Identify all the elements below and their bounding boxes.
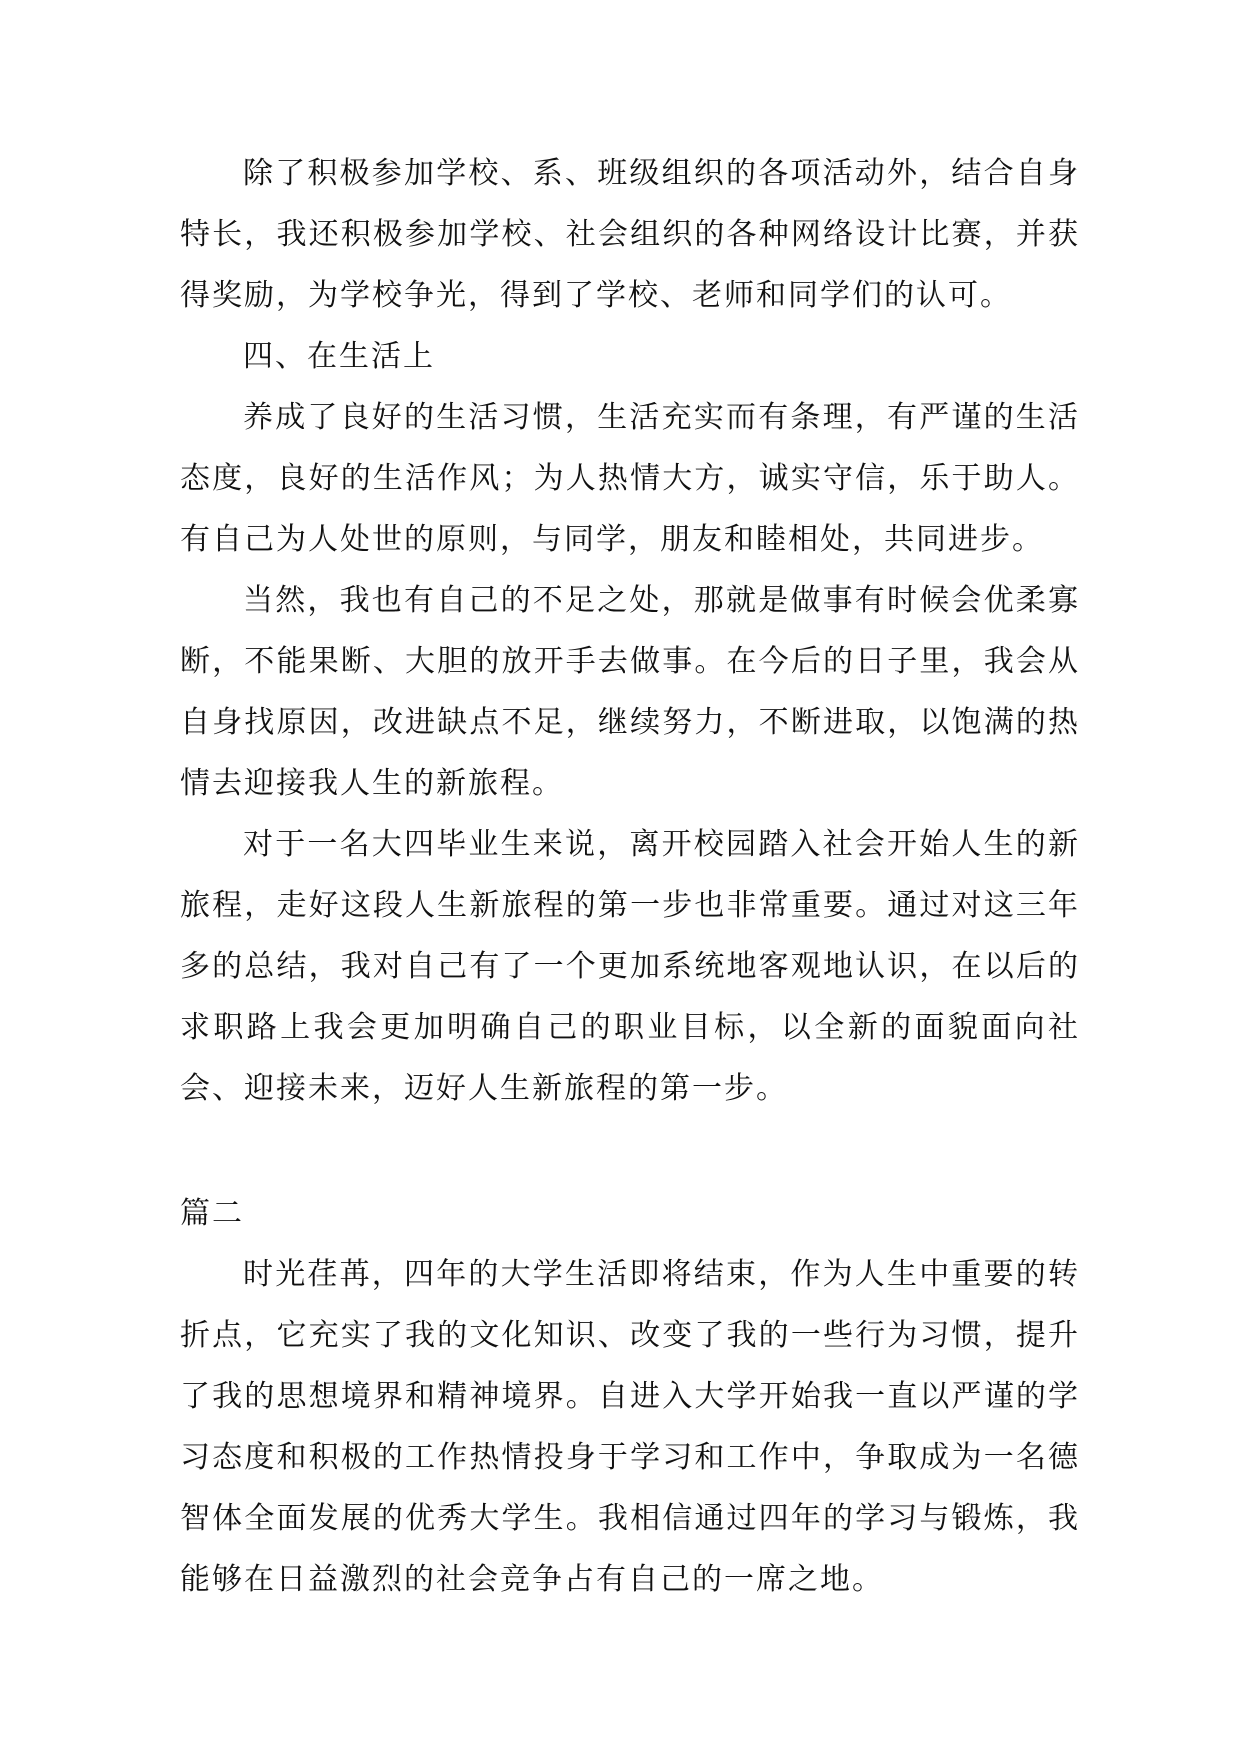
document-body: [180, 143, 1080, 1610]
subheading-life: 四、在生活上: [243, 339, 435, 374]
paragraph-conclusion: 对于一名大四毕业生来说，离开校园踏入社会开始人生的新旅程，走好这段人生新旅程的第一步也非常重要。通过对这三年多的总结，我对自己有了一个更加系统地客观地认识，在以后的求职路上我会更加明确自己的职业目标，以全新的面貌面向社会、迎接未来，迈好人生新旅程的第一步。: [180, 827, 1080, 1106]
paragraph-activities: 除了积极参加学校、系、班级组织的各项活动外，结合自身特长，我还积极参加学校、社会组织的各种网络设计比赛，并获得奖励，为学校争光，得到了学校、老师和同学们的认可。: [180, 156, 1080, 313]
paragraph-shortcomings: 当然，我也有自己的不足之处，那就是做事有时候会优柔寡断，不能果断、大胆的放开手去做事。在今后的日子里，我会从自身找原因，改进缺点不足，继续努力，不断进取，以饱满的热情去迎接我人生的新旅程。: [180, 583, 1080, 801]
paragraph-section-two: 时光荏苒，四年的大学生活即将结束，作为人生中重要的转折点，它充实了我的文化知识、改变了我的一些行为习惯，提升了我的思想境界和精神境界。自进入大学开始我一直以严谨的学习态度和积极的工作热情投身于学习和工作中，争取成为一名德智体全面发展的优秀大学生。我相信通过四年的学习与锻炼，我能够在日益激烈的社会竞争占有自己的一席之地。: [180, 1257, 1080, 1597]
paragraph-habits: 养成了良好的生活习惯，生活充实而有条理，有严谨的生活态度，良好的生活作风；为人热情大方，诚实守信，乐于助人。有自己为人处世的原则，与同学，朋友和睦相处，共同进步。: [180, 400, 1080, 557]
section-title: 篇二: [180, 1196, 244, 1231]
